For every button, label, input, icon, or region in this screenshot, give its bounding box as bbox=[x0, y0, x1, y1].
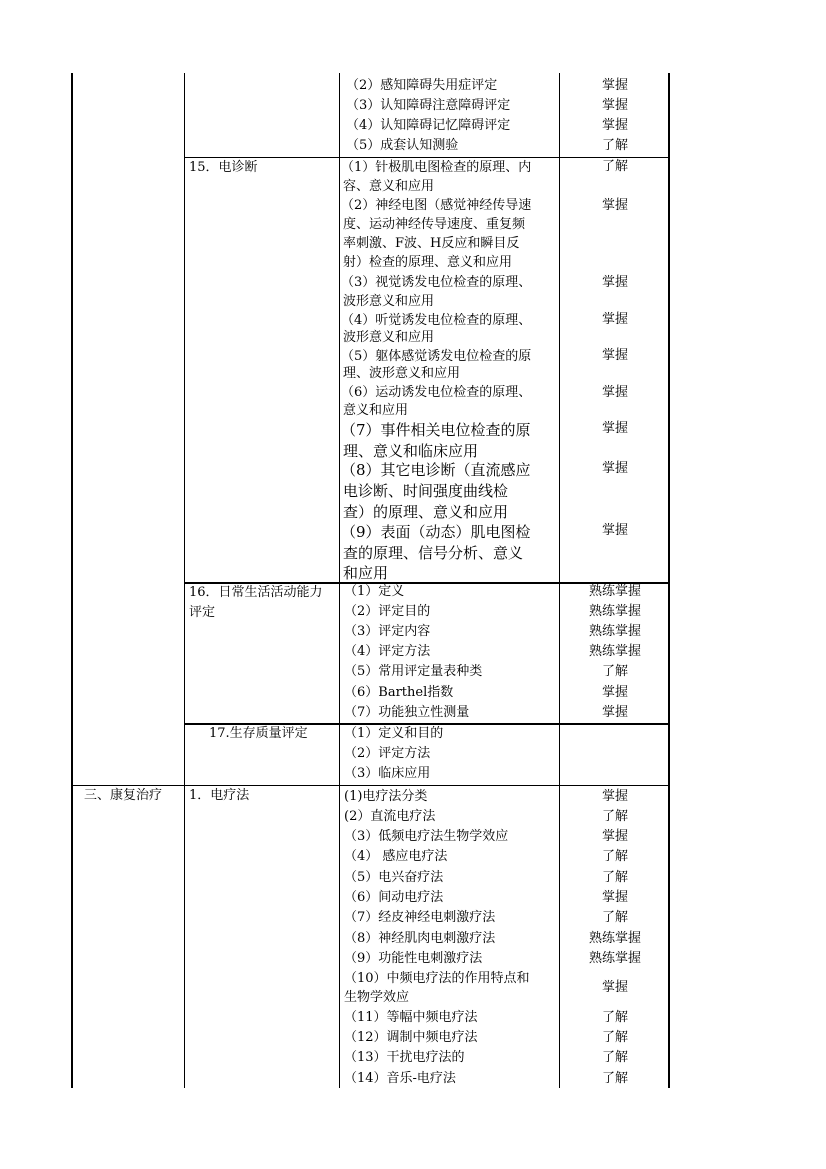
list-item: （12）调制中频电疗法 bbox=[344, 1030, 478, 1045]
list-item-line: 波形意义和应用 bbox=[343, 294, 435, 309]
list-item: （13）干扰电疗法的 bbox=[344, 1050, 465, 1065]
mastery-level: 掌握 bbox=[601, 789, 628, 804]
list-item: （2）评定目的 bbox=[344, 604, 431, 619]
mastery-level: 了解 bbox=[601, 1010, 628, 1025]
list-item-line: 和应用 bbox=[343, 564, 389, 582]
list-item-line: （5）躯体感觉诱发电位检查的原 bbox=[341, 349, 532, 364]
mastery-level: 掌握 bbox=[601, 275, 628, 290]
list-item: （3）低频电疗法生物学效应 bbox=[344, 829, 509, 844]
list-item: （7）功能独立性测量 bbox=[344, 705, 470, 720]
mastery-level: 掌握 bbox=[601, 705, 628, 720]
section-title: 三、康复治疗 bbox=[84, 788, 163, 803]
table-border-left bbox=[71, 73, 73, 1088]
list-item: （7）经皮神经电刺激疗法 bbox=[344, 910, 496, 925]
topic-title: 1．电疗法 bbox=[189, 788, 250, 803]
column-divider-2 bbox=[339, 73, 340, 1088]
list-item: （2）感知障碍失用症评定 bbox=[346, 78, 498, 93]
list-item-line: 率刺激、F波、H反应和瞬目反 bbox=[343, 236, 520, 251]
list-item: （8）神经肌肉电刺激疗法 bbox=[344, 931, 496, 946]
list-item-line: （4）听觉诱发电位检查的原理、 bbox=[341, 313, 532, 328]
mastery-level: 了解 bbox=[601, 910, 628, 925]
mastery-level: 掌握 bbox=[601, 829, 628, 844]
mastery-level: 掌握 bbox=[601, 385, 628, 400]
topic-title: 16．日常生活活动能力 bbox=[189, 585, 323, 600]
list-item: （9）功能性电刺激疗法 bbox=[344, 951, 483, 966]
mastery-level: 掌握 bbox=[601, 461, 628, 476]
mastery-level: 掌握 bbox=[601, 685, 628, 700]
mastery-level: 掌握 bbox=[601, 980, 628, 995]
list-item: （1）定义和目的 bbox=[344, 726, 444, 741]
mastery-level: 熟练掌握 bbox=[588, 931, 641, 946]
list-item-line: 波形意义和应用 bbox=[343, 330, 435, 345]
list-item: （2）评定方法 bbox=[344, 746, 431, 761]
mastery-level: 了解 bbox=[601, 849, 628, 864]
list-item: （6）间动电疗法 bbox=[344, 890, 444, 905]
mastery-level: 掌握 bbox=[601, 421, 628, 436]
list-item-line: 理、波形意义和应用 bbox=[343, 366, 461, 381]
list-item: （5）电兴奋疗法 bbox=[344, 870, 444, 885]
list-item-line: （8）其它电诊断（直流感应 bbox=[341, 461, 531, 479]
mastery-level: 了解 bbox=[601, 1030, 628, 1045]
list-item: （3）认知障碍注意障碍评定 bbox=[346, 98, 511, 113]
list-item-line: 查的原理、信号分析、意义 bbox=[343, 544, 524, 562]
list-item-line: 射）检查的原理、意义和应用 bbox=[343, 255, 513, 270]
list-item-line: 理、意义和临床应用 bbox=[343, 442, 479, 460]
mastery-level: 了解 bbox=[601, 664, 628, 679]
mastery-level: 了解 bbox=[601, 159, 628, 174]
mastery-level: 掌握 bbox=[601, 98, 628, 113]
mastery-level: 掌握 bbox=[601, 348, 628, 363]
mastery-level: 掌握 bbox=[601, 78, 628, 93]
mastery-level: 熟练掌握 bbox=[588, 624, 641, 639]
mastery-level: 了解 bbox=[601, 1050, 628, 1065]
mastery-level: 熟练掌握 bbox=[588, 951, 641, 966]
list-item-line: （10）中频电疗法的作用特点和 bbox=[344, 971, 530, 986]
list-item: (2）直流电疗法 bbox=[344, 809, 436, 824]
mastery-level: 了解 bbox=[601, 1071, 628, 1086]
mastery-level: 了解 bbox=[601, 138, 628, 153]
list-item-line: （1）针极肌电图检查的原理、内 bbox=[341, 160, 532, 175]
list-item-line: （7）事件相关电位检查的原 bbox=[341, 421, 531, 439]
list-item: （11）等幅中频电疗法 bbox=[344, 1010, 478, 1025]
mastery-level: 了解 bbox=[601, 809, 628, 824]
list-item-line: 意义和应用 bbox=[343, 403, 409, 418]
list-item: （5）成套认知测验 bbox=[346, 138, 459, 153]
list-item: （4） 感应电疗法 bbox=[344, 849, 448, 864]
list-item: （5）常用评定量表种类 bbox=[344, 664, 483, 679]
list-item: （3）评定内容 bbox=[344, 624, 431, 639]
column-divider-1 bbox=[184, 73, 185, 1088]
list-item-line: （2）神经电图（感觉神经传导速 bbox=[341, 198, 532, 213]
mastery-level: 掌握 bbox=[601, 890, 628, 905]
list-item-line: （6）运动诱发电位检查的原理、 bbox=[341, 385, 532, 400]
mastery-level: 熟练掌握 bbox=[588, 644, 641, 659]
mastery-level: 掌握 bbox=[601, 312, 628, 327]
mastery-level: 了解 bbox=[601, 870, 628, 885]
list-item-line: 电诊断、时间强度曲线检 bbox=[343, 482, 509, 500]
list-item: （14）音乐-电疗法 bbox=[344, 1071, 456, 1086]
topic-title: 17.生存质量评定 bbox=[209, 726, 308, 741]
list-item: （4）认知障碍记忆障碍评定 bbox=[346, 118, 511, 133]
list-item-line: （9）表面（动态）肌电图检 bbox=[341, 523, 531, 541]
list-item-line: 查）的原理、意义和应用 bbox=[343, 503, 509, 521]
list-item-line: （3）视觉诱发电位检查的原理、 bbox=[341, 275, 532, 290]
list-item: （6）Barthel指数 bbox=[344, 685, 454, 700]
mastery-level: 熟练掌握 bbox=[588, 604, 641, 619]
list-item-line: 生物学效应 bbox=[344, 990, 410, 1005]
mastery-level: 熟练掌握 bbox=[588, 584, 641, 599]
list-item: （1）定义 bbox=[344, 584, 405, 599]
mastery-level: 掌握 bbox=[601, 118, 628, 133]
list-item-line: 度、运动神经传导速度、重复频 bbox=[343, 217, 526, 232]
topic-title: 评定 bbox=[189, 605, 216, 620]
mastery-level: 掌握 bbox=[601, 198, 628, 213]
mastery-level: 掌握 bbox=[601, 523, 628, 538]
list-item: （4）评定方法 bbox=[344, 644, 431, 659]
list-item-line: 容、意义和应用 bbox=[343, 179, 435, 194]
topic-title: 15．电诊断 bbox=[189, 160, 258, 175]
list-item: (1)电疗法分类 bbox=[344, 789, 428, 804]
list-item: （3）临床应用 bbox=[344, 766, 431, 781]
